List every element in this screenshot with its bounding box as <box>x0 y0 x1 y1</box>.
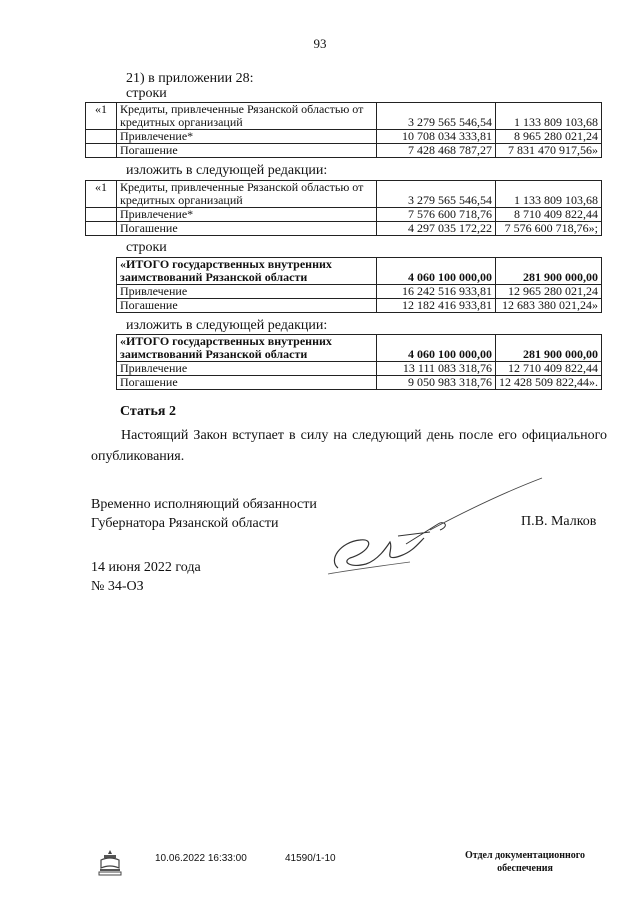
table-old-credits <box>85 102 602 158</box>
empty-cell <box>86 144 117 158</box>
value-2022: 9 050 983 318,76 <box>377 376 496 390</box>
row-title: «ИТОГО государственных внутренних заимствований Рязанской области <box>117 258 377 285</box>
article-title: Статья 2 <box>120 404 176 419</box>
table-row <box>86 181 602 208</box>
value-2022: 10 708 034 333,81 <box>377 130 496 144</box>
emblem-logo <box>97 848 123 876</box>
handwritten-signature <box>320 470 550 580</box>
value-2023: 1 133 809 103,68 <box>496 181 602 208</box>
label-new-2: изложить в следующей редакции: <box>126 318 328 333</box>
value-2022: 4 297 035 172,22 <box>377 222 496 236</box>
table-row <box>117 376 602 390</box>
value-2023: 8 710 409 822,44 <box>496 208 602 222</box>
table-row <box>86 130 602 144</box>
label-rows-1: строки <box>126 86 167 101</box>
row-label: Погашение <box>117 376 377 390</box>
value-2022: 7 428 468 787,27 <box>377 144 496 158</box>
value-2022: 3 279 565 546,54 <box>377 103 496 130</box>
value-2023: 281 900 000,00 <box>496 335 602 362</box>
table-row <box>117 335 602 362</box>
value-2022: 3 279 565 546,54 <box>377 181 496 208</box>
table-new-credits <box>85 180 602 236</box>
row-label: Привлечение* <box>117 130 377 144</box>
signer-position-line-1: Временно исполняющий обязанности <box>91 497 317 512</box>
footer-timestamp: 10.06.2022 16:33:00 <box>155 853 247 864</box>
row-mark: «1 <box>86 103 117 130</box>
table-row <box>117 285 602 299</box>
signer-position-line-2: Губернатора Рязанской области <box>91 516 279 531</box>
value-2023: 8 965 280 021,24 <box>496 130 602 144</box>
signing-date: 14 июня 2022 года <box>91 560 201 575</box>
signer-name: П.В. Малков <box>521 514 597 529</box>
row-title: Кредиты, привлеченные Рязанской областью от кредитных организаций <box>117 103 377 130</box>
table-row <box>117 299 602 313</box>
footer-department-line-2: обеспечения <box>497 863 553 874</box>
footer-department <box>440 849 610 875</box>
article-text: Настоящий Закон вступает в силу на следующий день после его официального опубликования. <box>91 428 607 464</box>
value-2022: 4 060 100 000,00 <box>377 258 496 285</box>
value-2023: 12 710 409 822,44 <box>496 362 602 376</box>
row-label: Привлечение <box>117 285 377 299</box>
date-block <box>91 558 201 596</box>
table-new-total <box>116 334 602 390</box>
value-2022: 12 182 416 933,81 <box>377 299 496 313</box>
row-label: Привлечение* <box>117 208 377 222</box>
table-row <box>86 222 602 236</box>
value-2023: 12 683 380 021,24» <box>496 299 602 313</box>
signer-position <box>91 495 317 533</box>
footer-department-line-1: Отдел документационного <box>464 850 586 861</box>
table-old-total <box>116 257 602 313</box>
value-2023: 7 576 600 718,76»; <box>496 222 602 236</box>
empty-cell <box>86 208 117 222</box>
table-row <box>86 208 602 222</box>
value-2023: 12 428 509 822,44». <box>496 376 602 390</box>
table-row <box>86 103 602 130</box>
empty-cell <box>86 130 117 144</box>
table-row <box>117 258 602 285</box>
table-row <box>86 144 602 158</box>
value-2022: 4 060 100 000,00 <box>377 335 496 362</box>
value-2023: 12 965 280 021,24 <box>496 285 602 299</box>
footer-reg-number: 41590/1-10 <box>285 853 336 864</box>
row-title: «ИТОГО государственных внутренних заимствований Рязанской области <box>117 335 377 362</box>
value-2023: 1 133 809 103,68 <box>496 103 602 130</box>
amendment-intro: 21) в приложении 28: <box>126 71 254 86</box>
value-2023: 281 900 000,00 <box>496 258 602 285</box>
row-label: Погашение <box>117 299 377 313</box>
page-number: 93 <box>313 36 327 51</box>
table-row <box>117 362 602 376</box>
row-title: Кредиты, привлеченные Рязанской областью от кредитных организаций <box>117 181 377 208</box>
label-rows-2: строки <box>126 240 167 255</box>
label-new-1: изложить в следующей редакции: <box>126 163 328 178</box>
empty-cell <box>86 222 117 236</box>
row-label: Привлечение <box>117 362 377 376</box>
value-2022: 13 111 083 318,76 <box>377 362 496 376</box>
value-2023: 7 831 470 917,56» <box>496 144 602 158</box>
row-mark: «1 <box>86 181 117 208</box>
value-2022: 16 242 516 933,81 <box>377 285 496 299</box>
law-number: № 34-ОЗ <box>91 579 144 594</box>
value-2022: 7 576 600 718,76 <box>377 208 496 222</box>
row-label: Погашение <box>117 144 377 158</box>
row-label: Погашение <box>117 222 377 236</box>
